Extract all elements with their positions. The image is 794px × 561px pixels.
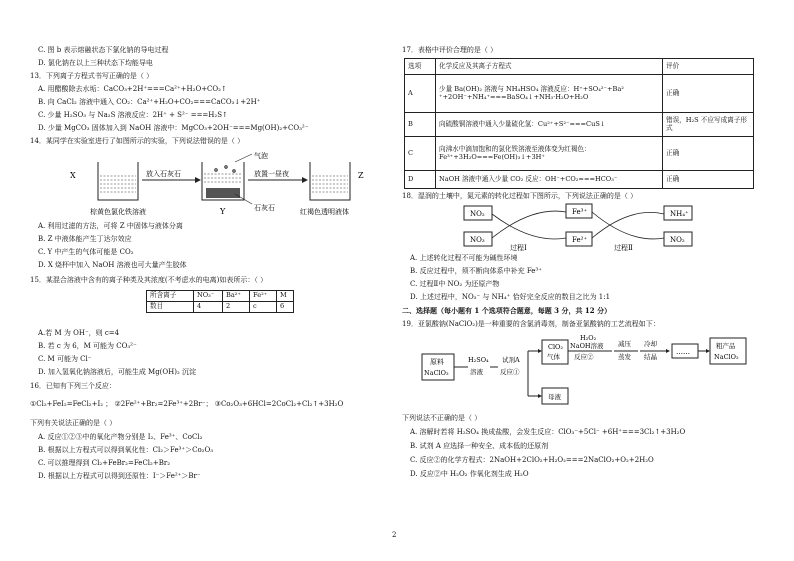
q18-stem: 18．湿润的土壤中，氮元素的转化过程如下图所示，下列说法正确的是（ ） bbox=[402, 192, 638, 200]
box-gas: 气体 bbox=[547, 353, 560, 361]
q15-option-d: D. 加入氢氧化钠溶液后，可能生成 Mg(OH)₂ 沉淀 bbox=[38, 368, 197, 376]
section-2-heading: 二、选择题（每小题有 1 个选项符合题意，每题 3 分，共 12 分） bbox=[402, 306, 612, 315]
table-cell: M bbox=[277, 291, 294, 302]
table-cell: Fe²⁺ bbox=[250, 291, 277, 302]
table-cell: 向硫酸铜溶液中通入少量硫化氢：Cu²⁺+S²⁻===CuS↓ bbox=[436, 113, 663, 137]
table-cell: 所含离子 bbox=[147, 291, 194, 302]
table-cell: C bbox=[405, 137, 436, 171]
q16-equations: ①Cl₂+FeI₂=FeCl₂+I₂ ； ②2Fe²⁺+Br₂=2Fe³⁺+2Br⁻； ③Co₂O₃+6HCl=2CoCl₂+Cl₂↑+3H₂O bbox=[30, 400, 344, 408]
label-vacuum: 减压 bbox=[618, 340, 631, 348]
label-process-2: 过程Ⅱ bbox=[614, 244, 633, 252]
label-process-1: 过程Ⅰ bbox=[510, 244, 527, 252]
beaker-x bbox=[98, 162, 138, 200]
q16-option-b: B. 根据以上方程式可以得到氧化性：Cl₂＞Fe³⁺＞Co₂O₃ bbox=[38, 446, 214, 454]
table-cell bbox=[436, 137, 663, 171]
q19-option-c: C. 反应②的化学方程式：2NaOH+2ClO₂+H₂O₂===2NaClO₂+O₂+2H₂O bbox=[410, 456, 654, 464]
label-evaporate: 蒸发 bbox=[618, 353, 631, 361]
equation-line: 向沸水中滴加饱和的氯化铁溶液至液体变为红褐色： bbox=[439, 144, 591, 153]
q17-stem: 17．表格中评价合理的是（ ） bbox=[402, 46, 498, 54]
q19-stem: 19．亚氯酸钠(NaClO₂)是一种重要的含氯消毒剂，制备亚氯酸钠的工艺流程如下： bbox=[402, 320, 660, 328]
table-cell: 数目 bbox=[147, 301, 194, 312]
label-brown-yellow: 棕黄色氯化铁溶液 bbox=[90, 208, 146, 216]
equation-line: 少量 Ba(OH)₂ 溶液与 NH₄HSO₄ 溶液反应：H⁺+SO₄²⁻+Ba² bbox=[439, 84, 624, 93]
q17-table bbox=[404, 58, 754, 189]
table-cell: NaOH 溶液中通入少量 CO₂ 反应：OH⁻+CO₂===HCO₃⁻ bbox=[436, 171, 663, 189]
box-naclo2: NaClO₂ bbox=[714, 353, 739, 361]
table-cell: 正确 bbox=[663, 75, 754, 113]
q19-option-d: D. 反应②中 H₂O₂ 作氧化剂生成 H₂O bbox=[410, 470, 529, 478]
q19-option-b: B. 试剂 A 应选择一种安全、成本低的还原剂 bbox=[410, 442, 549, 450]
beaker-z bbox=[310, 162, 350, 200]
label-y: Y bbox=[220, 207, 226, 216]
label-x: X bbox=[70, 171, 76, 180]
table-row bbox=[405, 113, 754, 137]
label-add-limestone: 放入石灰石 bbox=[146, 170, 181, 178]
table-header: 化学反应及其离子方程式 bbox=[436, 59, 663, 75]
label-reaction-1: 反应① bbox=[500, 368, 520, 376]
q14-figure bbox=[30, 150, 390, 220]
q19-option-a: A. 溶解时若将 H₂SO₄ 换成盐酸，会发生反应：ClO₃⁻+5Cl⁻ +6H⁺===3Cl₂↑+3H₂O bbox=[410, 428, 686, 436]
q14-option-d: D. X 烧杯中加入 NaOH 溶液也可大量产生胶体 bbox=[38, 261, 187, 269]
box-fe3: Fe³⁺ bbox=[572, 208, 588, 216]
q16-option-d: D. 根据以上方程式可以得到还原性：I⁻＞Fe²⁺＞Br⁻ bbox=[38, 472, 201, 480]
box-no2-right: NO₂ bbox=[670, 236, 685, 244]
q16-stem: 16．已知有下列三个反应： bbox=[30, 382, 116, 390]
table-cell: D bbox=[405, 171, 436, 189]
box-clo2: ClO₂ bbox=[548, 343, 563, 351]
box-naclo3: NaClO₃ bbox=[424, 369, 449, 377]
q19-flow bbox=[402, 334, 767, 406]
table-header: 选项 bbox=[405, 59, 436, 75]
label-crystallize: 结晶 bbox=[644, 353, 657, 361]
q15-option-c: C. M 可能为 Cl⁻ bbox=[38, 355, 92, 363]
table-row bbox=[147, 291, 294, 302]
table-row bbox=[405, 171, 754, 189]
q18-option-b: B. 反应过程中，须不断向体系中补充 Fe³⁺ bbox=[410, 267, 542, 275]
q18-option-a: A. 上述转化过程不可能为碱性环境 bbox=[410, 254, 518, 262]
equation-line: ⁺+2OH⁻+NH₄⁺===BaSO₄↓+NH₃·H₂O+H₂O bbox=[439, 92, 589, 101]
table-cell: 正确 bbox=[663, 171, 754, 189]
label-solution: 溶液 bbox=[470, 368, 483, 376]
q14-stem: 14．某同学在实验室进行了如图所示的实验，下列说法错误的是（ ） bbox=[30, 137, 245, 145]
q15-option-b: B. 若 c 为 6，M 可能为 CO₃²⁻ bbox=[38, 342, 137, 350]
beaker-x-liquid bbox=[100, 176, 136, 192]
box-no2-left: NO₂ bbox=[470, 210, 485, 218]
table-cell: 正确 bbox=[663, 137, 754, 171]
q16-question: 下列有关说法正确的是（ ） bbox=[30, 419, 117, 427]
table-cell: c bbox=[250, 301, 277, 312]
q12-option-c: C. 图 b 表示熔融状态下氯化钠的导电过程 bbox=[38, 46, 169, 54]
table-cell: 错误，H₂S 不应写成离子形式 bbox=[663, 113, 754, 137]
box-fe2: Fe²⁺ bbox=[572, 236, 588, 244]
label-overnight: 放置一昼夜 bbox=[254, 170, 289, 178]
table-cell: Ba²⁺ bbox=[223, 291, 250, 302]
table-row bbox=[147, 301, 294, 312]
q14-option-b: B. Z 中液体能产生丁达尔效应 bbox=[38, 235, 132, 243]
q16-option-a: A. 反应①②③中的氧化产物分别是 I₂、Fe³⁺、CoCl₂ bbox=[38, 433, 203, 441]
label-reagent-a: 试剂A bbox=[502, 356, 520, 364]
box-no3: NO₃ bbox=[470, 236, 485, 244]
box-nh4: NH₄⁺ bbox=[670, 210, 689, 218]
table-row bbox=[405, 137, 754, 171]
box-dots: …… bbox=[676, 348, 690, 356]
label-red-brown: 红褐色透明液体 bbox=[300, 208, 349, 216]
q15-stem: 15．某混合溶液中含有的离子种类及其浓度(不考虑水的电离)如表所示：（ ） bbox=[30, 276, 268, 284]
label-bubbles: 气泡 bbox=[254, 152, 268, 160]
table-cell: 6 bbox=[277, 301, 294, 312]
q15-table bbox=[146, 290, 294, 313]
q16-option-c: C. 可以推理得到 Cl₂+FeBr₂=FeCl₂+Br₂ bbox=[38, 459, 171, 467]
q18-figure bbox=[462, 202, 722, 252]
table-header-row bbox=[405, 59, 754, 75]
table-cell: NO₃⁻ bbox=[194, 291, 223, 302]
box-crude: 粗产品 bbox=[716, 342, 736, 350]
label-limestone: 石灰石 bbox=[254, 204, 275, 212]
page-number: 2 bbox=[392, 531, 397, 539]
q15-option-a: A.若 M 为 OH⁻，则 c=4 bbox=[38, 329, 120, 337]
q19-question: 下列说法不正确的是（ ） bbox=[402, 414, 482, 422]
q18-option-c: C. 过程Ⅱ中 NO₂ 为还原产物 bbox=[410, 280, 500, 288]
label-cool: 冷却 bbox=[644, 340, 657, 348]
limestone-pile bbox=[206, 188, 240, 198]
q13-stem: 13．下列离子方程式书写正确的是（ ） bbox=[30, 72, 154, 80]
q13-option-d: D. 少量 MgCO₃ 固体加入到 NaOH 溶液中：MgCO₃+2OH⁻===Mg(OH)₂+CO₃²⁻ bbox=[38, 124, 309, 132]
box-raw: 原料 bbox=[430, 358, 444, 366]
label-h2o2: H₂O₂ bbox=[580, 334, 597, 342]
q12-option-d: D. 氯化钠在以上三种状态下均能导电 bbox=[38, 59, 153, 67]
q14-option-a: A. 利用过滤的方法，可将 Z 中固体与液体分离 bbox=[38, 222, 183, 230]
box-mother-liquor: 母液 bbox=[548, 393, 561, 401]
q13-option-a: A. 用醋酸除去水垢：CaCO₃+2H⁺===Ca²⁺+H₂O+CO₂↑ bbox=[38, 85, 227, 93]
table-cell: 4 bbox=[194, 301, 223, 312]
q13-option-b: B. 向 CaCl₂ 溶液中通入 CO₂：Ca²⁺+H₂O+CO₂===CaCO₃↓+2H⁺ bbox=[38, 98, 261, 106]
q18-option-d: D. 上述过程中，NO₃⁻ 与 NH₄⁺ 恰好完全反应的数目之比为 1:1 bbox=[410, 293, 611, 301]
table-cell: 2 bbox=[223, 301, 250, 312]
q13-option-c: C. 少量 H₂SO₃ 与 Na₂S 溶液反应：2H⁺ + S²⁻ ===H₂S↑ bbox=[38, 111, 228, 119]
table-cell bbox=[436, 75, 663, 113]
table-cell: A bbox=[405, 75, 436, 113]
label-reaction-2: 反应② bbox=[574, 353, 594, 361]
label-naoh: NaOH溶液 bbox=[570, 342, 604, 350]
label-z: Z bbox=[358, 171, 364, 180]
table-header: 评价 bbox=[663, 59, 754, 75]
q14-option-c: C. Y 中产生的气体可能是 CO₂ bbox=[38, 248, 134, 256]
equation-line: Fe³⁺+3H₂O===Fe(OH)₃↓+3H⁺ bbox=[439, 152, 545, 161]
table-cell: B bbox=[405, 113, 436, 137]
table-row bbox=[405, 75, 754, 113]
label-h2so4: H₂SO₄ bbox=[468, 356, 489, 364]
